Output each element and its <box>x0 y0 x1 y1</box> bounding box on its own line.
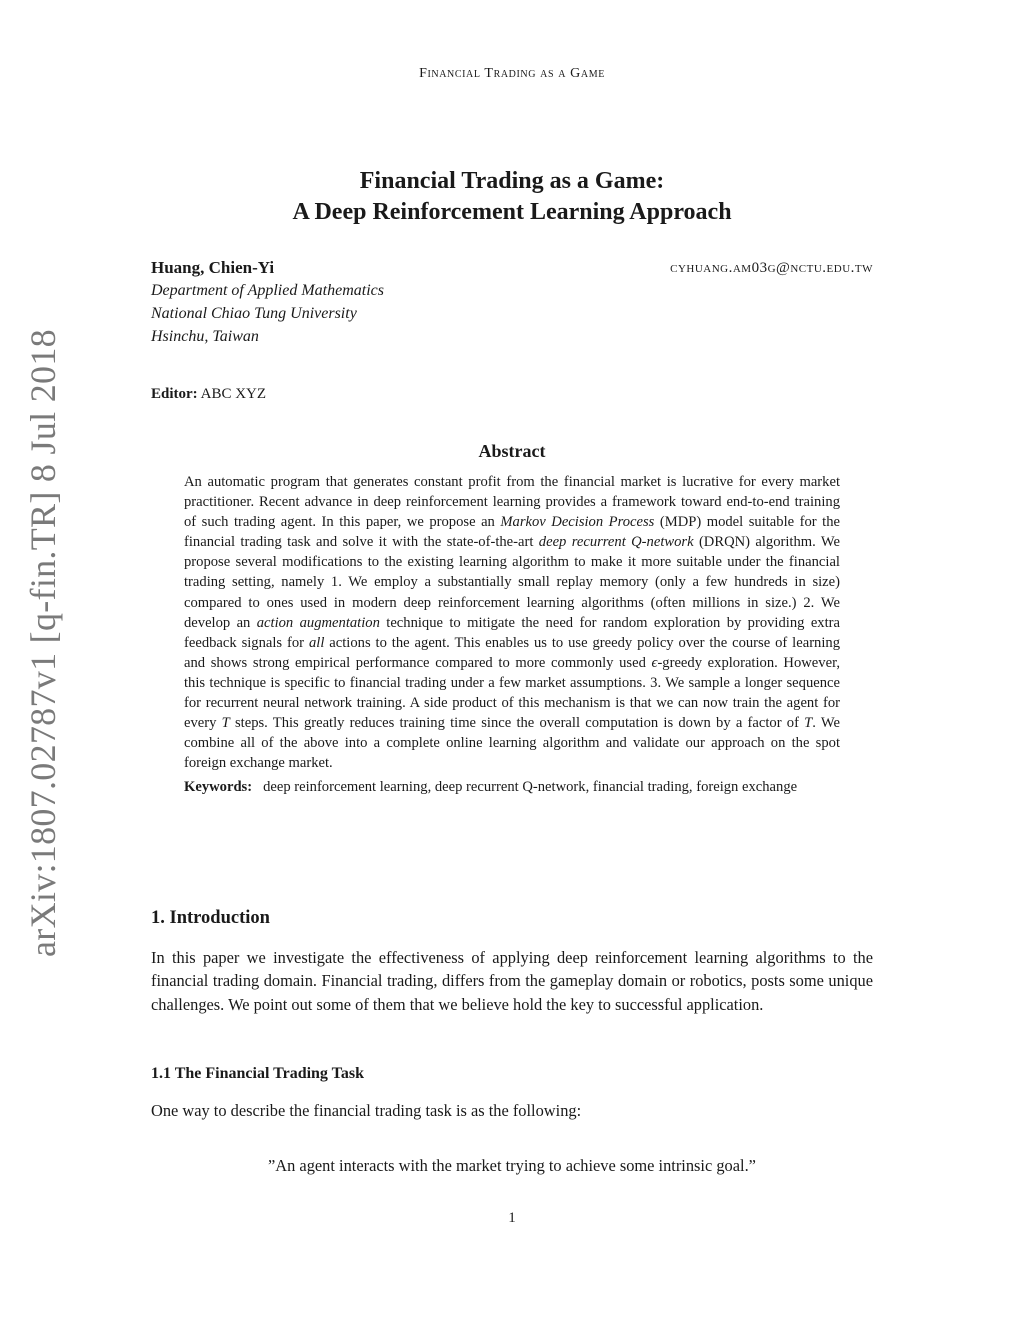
epsilon-symbol: ϵ <box>651 654 658 671</box>
keywords <box>184 777 840 797</box>
task-paragraph: One way to describe the financial trading task is as the following: <box>151 1101 582 1120</box>
section-1-heading: 1. Introduction <box>151 908 270 928</box>
author-location: Hsinchu, Taiwan <box>151 328 259 345</box>
all-term: all <box>308 634 325 651</box>
action-augmentation-term: action augmentation <box>256 614 380 631</box>
keywords-label: Keywords: <box>184 779 253 796</box>
author-university: National Chiao Tung University <box>151 305 357 322</box>
author-department: Department of Applied Mathematics <box>151 282 384 299</box>
intro-paragraph: In this paper we investigate the effectiveness of applying deep reinforcement learning algorithms to the financial trading domain. Financial trading, differs from the gameplay domain or robotics, posts some unique challenges. We point out some of them that we believe hold the key to successful application. <box>151 948 873 1014</box>
subsection-1-1-heading: 1.1 The Financial Trading Task <box>151 1065 364 1082</box>
editor-name: ABC XYZ <box>200 386 267 402</box>
page-number: 1 <box>508 1210 516 1226</box>
title-line-1: Financial Trading as a Game: <box>359 168 665 194</box>
editor-label: Editor: <box>151 386 198 402</box>
abstract-body <box>184 472 840 798</box>
drqn-term: deep recurrent Q-network <box>538 534 694 551</box>
abstract-heading: Abstract <box>478 441 546 461</box>
paper-title <box>0 166 1024 228</box>
t-symbol: T <box>221 715 230 732</box>
t-symbol: T <box>804 715 813 732</box>
arxiv-identifier-stamp: arXiv:1807.02787v1 [q-fin.TR] 8 Jul 2018 <box>23 329 63 957</box>
author-email[interactable]: cyhuang.am03g@nctu.edu.tw <box>670 260 873 276</box>
abstract-paragraph: An automatic program that generates constant profit from the financial market is lucrative for every market practitioner. Recent advance in deep reinforcement learning provides a framework toward end-to-end training of such trading agent. In this paper, we propose an Markov Decision Process (MDP) model suitable for the financial trading task and solve it with the state-of-the-art deep recurrent Q-network (DRQN) algorithm. We propose several modifications to the existing learning algorithm to make it more suitable under the financial trading setting, namely 1. We employ a substantially small replay memory (only a few hundreds in size) compared to ones used in modern deep reinforcement learning algorithms (often millions in size.) 2. We develop an action augmentation technique to mitigate the need for random exploration by providing extra feedback signals for all actions to the agent. This enables us to use greedy policy over the course of learning and shows strong empirical performance compared to more commonly used ϵ-greedy exploration. However, this technique is specific to financial trading under a few market assumptions. 3. We sample a longer sequence for recurrent neural network training. A side product of this mechanism is that we can now train the agent for every T steps. This greatly reduces training time since the overall computation is down by a factor of T. We combine all of the above into a complete online learning algorithm and validate our approach on the spot foreign exchange market. <box>184 474 840 772</box>
author-block <box>151 256 873 348</box>
author-name: Huang, Chien-Yi <box>151 258 275 277</box>
keywords-text: deep reinforcement learning, deep recurrent Q-network, financial trading, foreign exchange <box>263 779 798 796</box>
editor-line <box>151 386 266 403</box>
title-line-2: A Deep Reinforcement Learning Approach <box>292 199 732 225</box>
quote: ”An agent interacts with the market trying to achieve some intrinsic goal.” <box>268 1156 756 1175</box>
running-head: Financial Trading as a Game <box>419 66 605 81</box>
mdp-term: Markov Decision Process <box>500 514 655 531</box>
